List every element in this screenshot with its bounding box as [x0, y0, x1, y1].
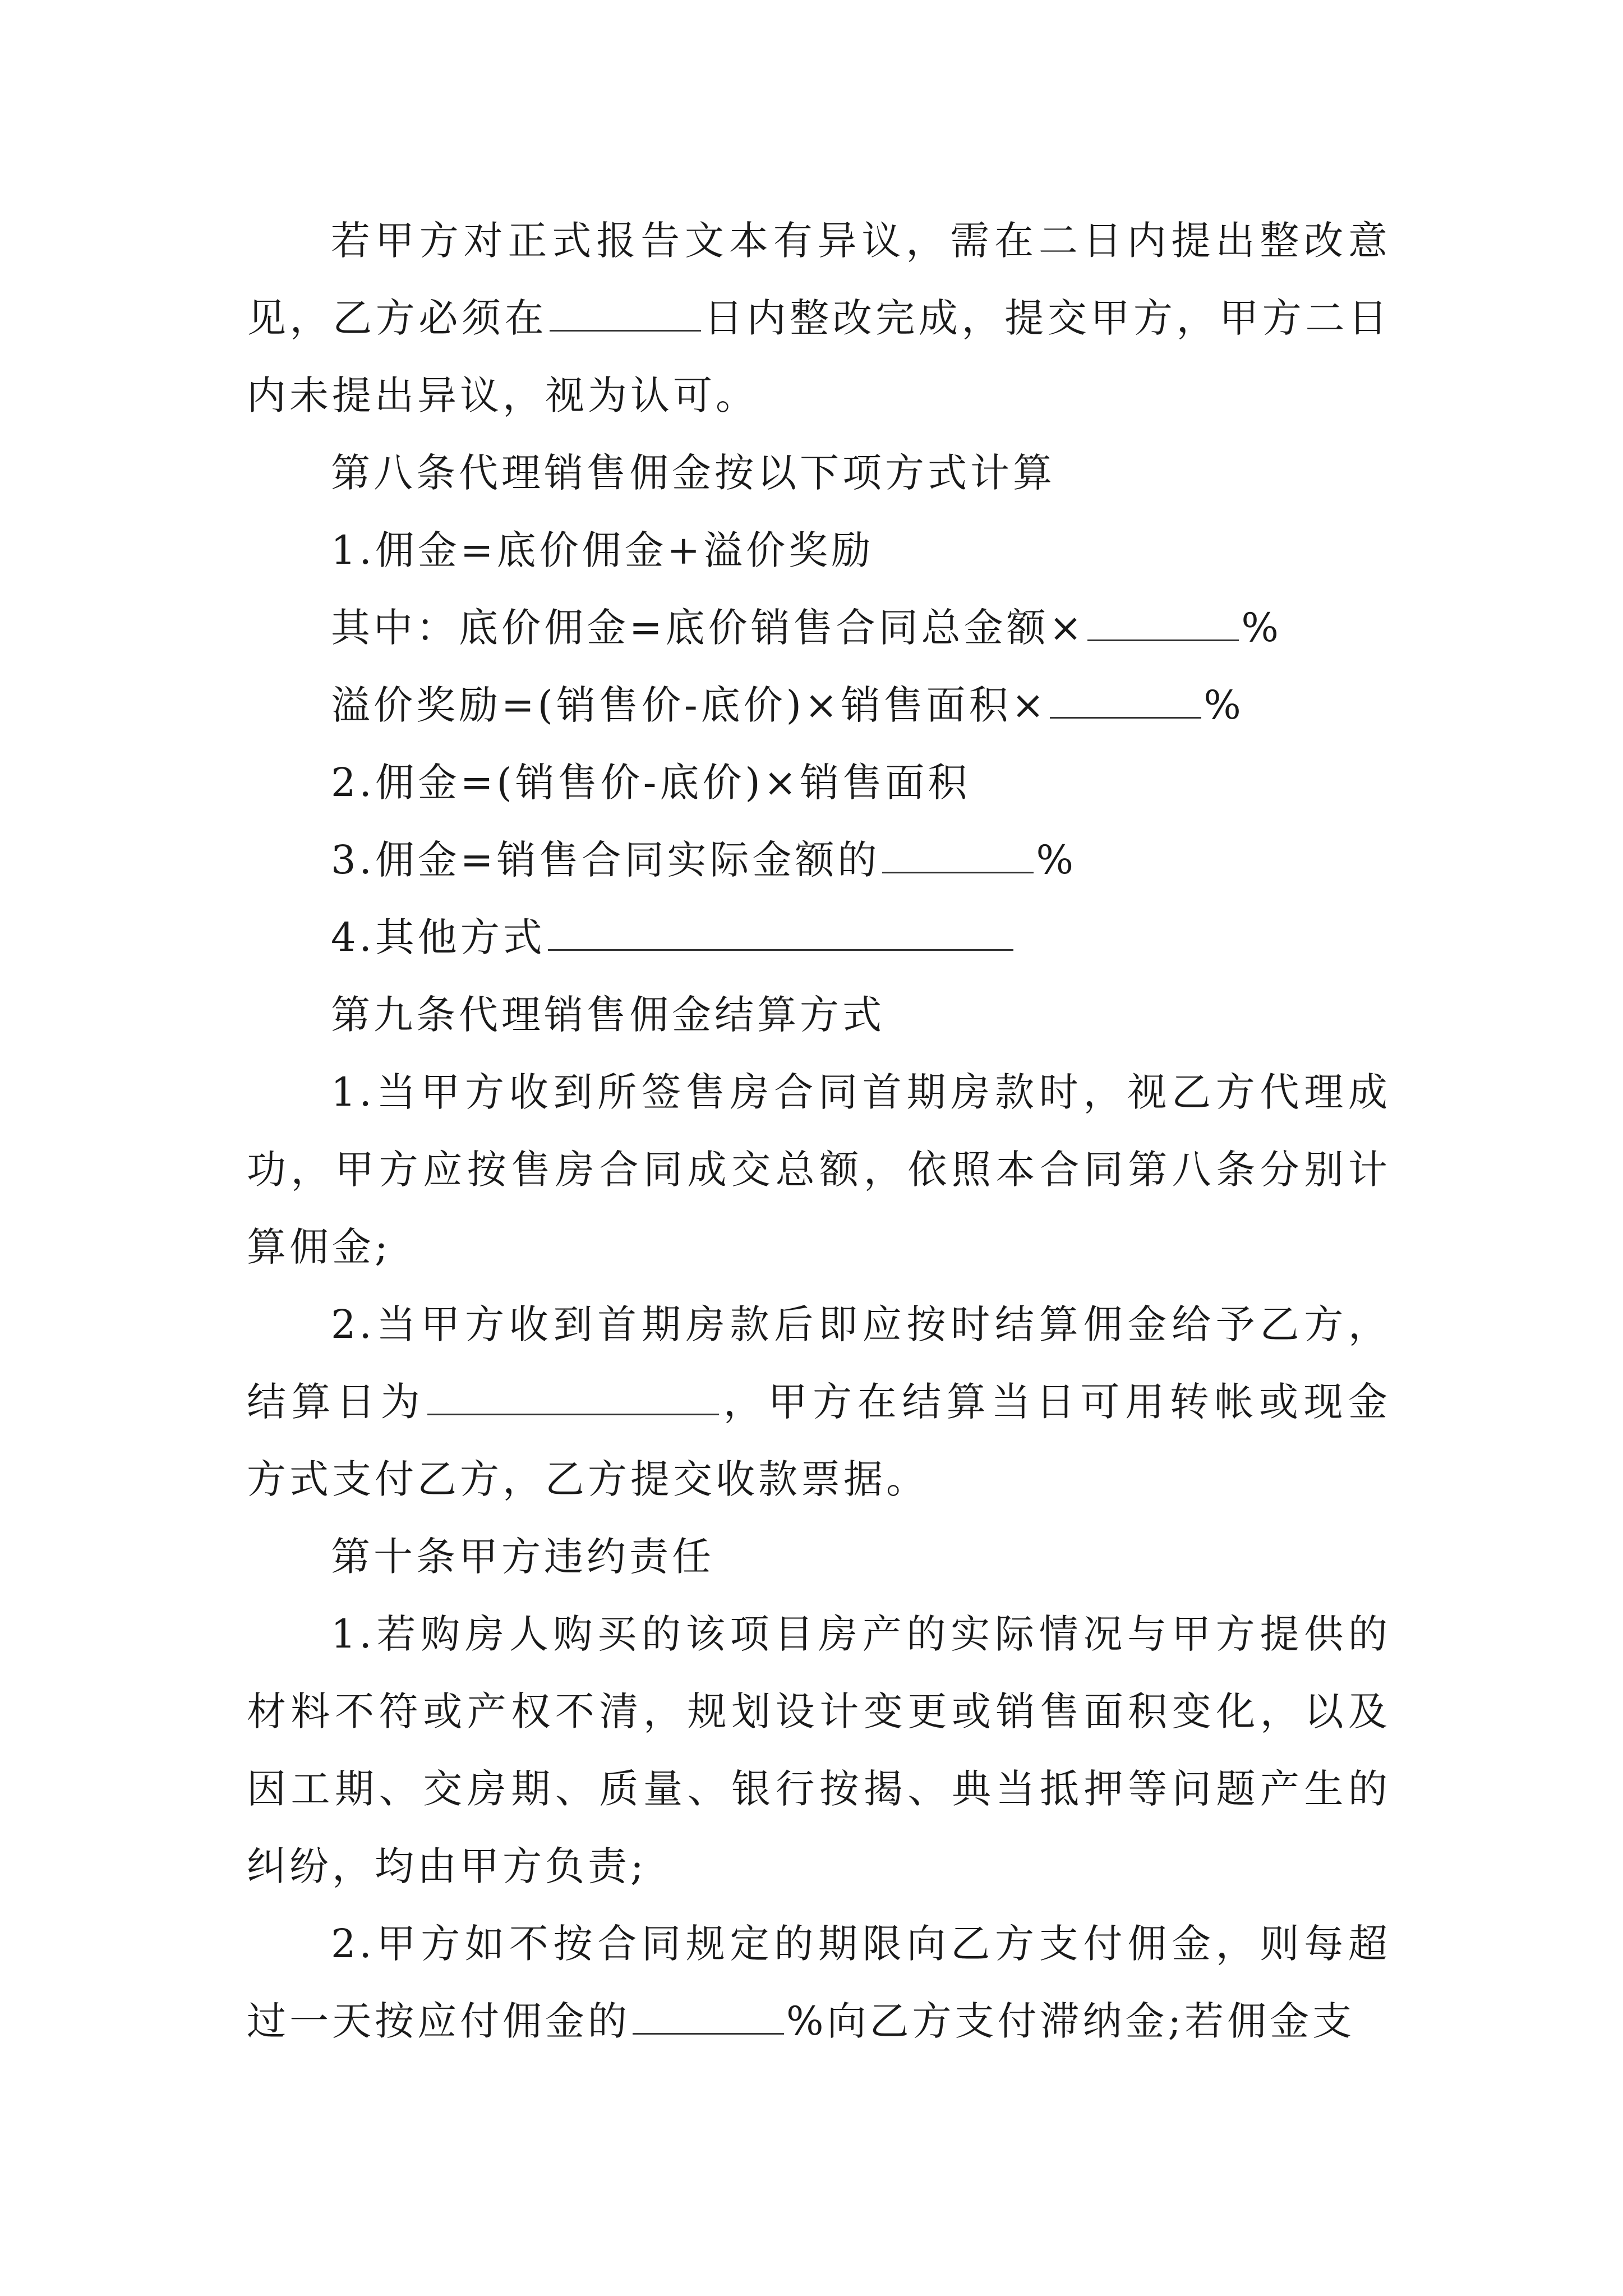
blank-line [550, 295, 701, 332]
article-10-heading: 第十条甲方违约责任 [331, 1534, 714, 1580]
text: 2.当甲方收到首期房款后即应按时结算佣金给予乙方，结算日为 [247, 1301, 1391, 1425]
text: % [1036, 837, 1077, 883]
paragraph-liability-2 [247, 1905, 1391, 2060]
document-page [247, 202, 1391, 2060]
formula-4 [247, 899, 1391, 976]
text: %向乙方支付滞纳金;若佣金支 [786, 1998, 1355, 2044]
text: 3.佣金=销售合同实际金额的 [331, 837, 880, 883]
text: % [1204, 682, 1244, 728]
text: 4.其他方式 [331, 914, 546, 960]
text: 日内整改完成，提交甲方，甲方二日内未提出异议，视为认可。 [247, 295, 1391, 418]
paragraph-objection [247, 202, 1391, 434]
text: 溢价奖励=(销售价-底价)×销售面积× [331, 682, 1048, 728]
article-8-heading: 第八条代理销售佣金按以下项方式计算 [331, 450, 1055, 496]
text: % [1241, 605, 1282, 651]
formula-1: 1.佣金=底价佣金+溢价奖励 [331, 527, 874, 573]
formula-premium-reward [247, 666, 1391, 744]
blank-line [427, 1379, 719, 1415]
paragraph-settlement-2 [247, 1286, 1391, 1518]
blank-line [548, 914, 1013, 951]
paragraph-liability-1: 1.若购房人购买的该项目房产的实际情况与甲方提供的材料不符或产权不清，规划设计变更或销售面积变化，以及因工期、交房期、质量、银行按揭、典当抵押等问题产生的纠纷，均由甲方负责; [247, 1611, 1391, 1889]
formula-3 [247, 821, 1391, 899]
blank-line [1087, 605, 1239, 641]
blank-line [882, 837, 1034, 873]
paragraph-settlement-1: 1.当甲方收到所签售房合同首期房款时，视乙方代理成功，甲方应按售房合同成交总额，依照本合同第八条分别计算佣金; [247, 1069, 1391, 1270]
formula-2: 2.佣金=(销售价-底价)×销售面积 [331, 760, 971, 806]
formula-base-commission [247, 589, 1391, 666]
text: ，甲方在结算当日可用转帐或现金方式支付乙方，乙方提交收款票据。 [247, 1379, 1391, 1502]
blank-line [1050, 682, 1201, 719]
text: 若甲方对正式报告文本有异议，需在二日内提出整改意见，乙方必须在 [247, 218, 1391, 341]
article-9-heading: 第九条代理销售佣金结算方式 [331, 992, 885, 1038]
text: 2.甲方如不按合同规定的期限向乙方支付佣金，则每超过一天按应付佣金的 [247, 1921, 1391, 2044]
text: 其中：底价佣金=底价销售合同总金额× [331, 605, 1086, 651]
blank-line [633, 1998, 784, 2035]
